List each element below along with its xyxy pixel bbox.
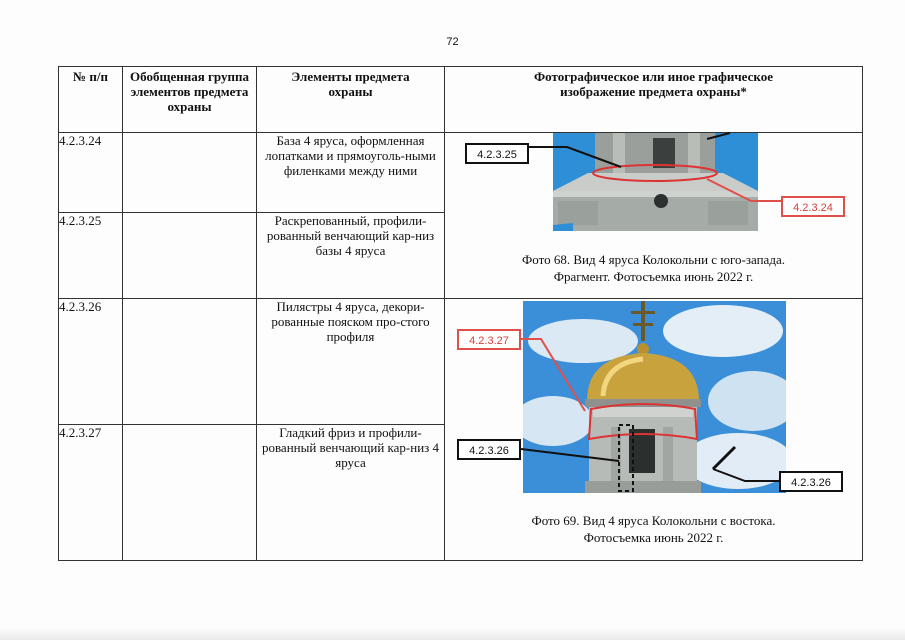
table-header-row — [59, 67, 863, 133]
photo-cell-68 — [445, 133, 863, 299]
header-image: Фотографическое или иное графическое изображение предмета охраны* — [445, 67, 863, 133]
photo-cell-69 — [445, 299, 863, 561]
row-number: 4.2.3.26 — [59, 299, 123, 425]
photo-68-label-left: 4.2.3.25 — [465, 143, 529, 164]
photo-69-caption-line-1: Фото 69. Вид 4 яруса Колокольни с востока. — [531, 513, 776, 528]
photo-68-caption-line-1: Фото 68. Вид 4 яруса Колокольни с юго-запада. — [522, 252, 785, 267]
table-row — [59, 133, 863, 213]
photo-68-caption-line-2: Фрагмент. Фотосъемка июнь 2022 г. — [553, 269, 754, 284]
row-number: 4.2.3.25 — [59, 213, 123, 299]
scan-edge-shadow — [0, 628, 905, 640]
row-group — [123, 133, 257, 213]
photo-69-label-top: 4.2.3.27 — [457, 329, 521, 350]
row-element: Раскрепованный, профили-рованный венчающий кар-низ базы 4 яруса — [257, 213, 445, 299]
row-group — [123, 299, 257, 425]
row-element: База 4 яруса, оформленная лопатками и прямоуголь-ными филенками между ними — [257, 133, 445, 213]
row-number: 4.2.3.27 — [59, 425, 123, 561]
photo-69-label-right: 4.2.3.26 — [779, 471, 843, 492]
header-number: № п/п — [59, 67, 123, 133]
row-element: Гладкий фриз и профили-рованный венчающий кар-низ 4 яруса — [257, 425, 445, 561]
photo-69-caption-line-2: Фотосъемка июнь 2022 г. — [583, 530, 724, 545]
header-group: Обобщенная группа элементов предмета охраны — [123, 67, 257, 133]
row-element: Пилястры 4 яруса, декори-рованные пояском про-стого профиля — [257, 299, 445, 425]
row-group — [123, 425, 257, 561]
heritage-elements-table — [58, 66, 863, 561]
page-number: 72 — [446, 36, 459, 48]
table-row — [59, 299, 863, 425]
header-elements: Элементы предмета охраны — [257, 67, 445, 133]
photo-68-label-right: 4.2.3.24 — [781, 196, 845, 217]
row-group — [123, 213, 257, 299]
photo-69-label-left: 4.2.3.26 — [457, 439, 521, 460]
row-number: 4.2.3.24 — [59, 133, 123, 213]
